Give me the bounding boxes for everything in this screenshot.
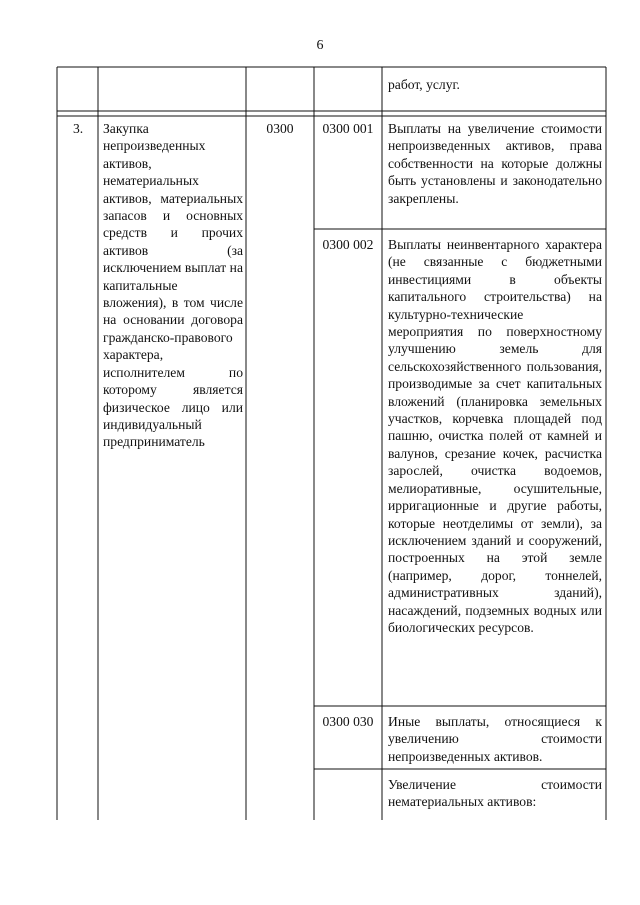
subrow-text: Выплаты на увеличение стоимости непроизведенных активов, права собственности на которые должны быть установлены и законодательно закреплены. — [388, 121, 602, 206]
subrow-text: Увеличение стоимости нематериальных активов: — [388, 777, 602, 810]
continuation-text: работ, услуг. — [388, 77, 460, 92]
row-code: 0300 — [266, 121, 294, 136]
subrow-text: Выплаты неинвентарного характера (не связанные с бюджетными инвестициями в объекты капитального строительства) на культурно-технические мероприятия по поверхностному улучшению земель для сельскохозяйственного пользования, производимые за счет капитальных вложений (планировка земельных участков, корчевка площадей под пашню, очистка полей от камней и валунов, срезание кочек, расчистка зарослей, очистка водоемов, мелиоративные, осушительные, ирригационные и другие работы, которые неотделимы от земли), за исключением зданий и сооружений, построенных на этой земле (например, дорог, тоннелей, административных зданий), насаждений, подземных водных или биологических ресурсов. — [388, 237, 602, 635]
subrow-code: 0300 030 — [322, 714, 374, 729]
row-number: 3. — [73, 121, 84, 136]
subrow-code: 0300 002 — [322, 237, 374, 252]
page-number: 6 — [316, 38, 324, 53]
subrow-text: Иные выплаты, относящиеся к увеличению стоимости непроизведенных активов. — [388, 714, 602, 764]
subrow-code: 0300 001 — [322, 121, 374, 136]
row-name: Закупка непроизведенных активов, нематериальных активов, материальных запасов и основных средств и прочих активов (за исключением выплат на капитальные вложения), в том числе на основании договора гражданско-правового характера, исполнителем по которому является физическое лицо или индивидуальный предприниматель — [103, 121, 243, 450]
